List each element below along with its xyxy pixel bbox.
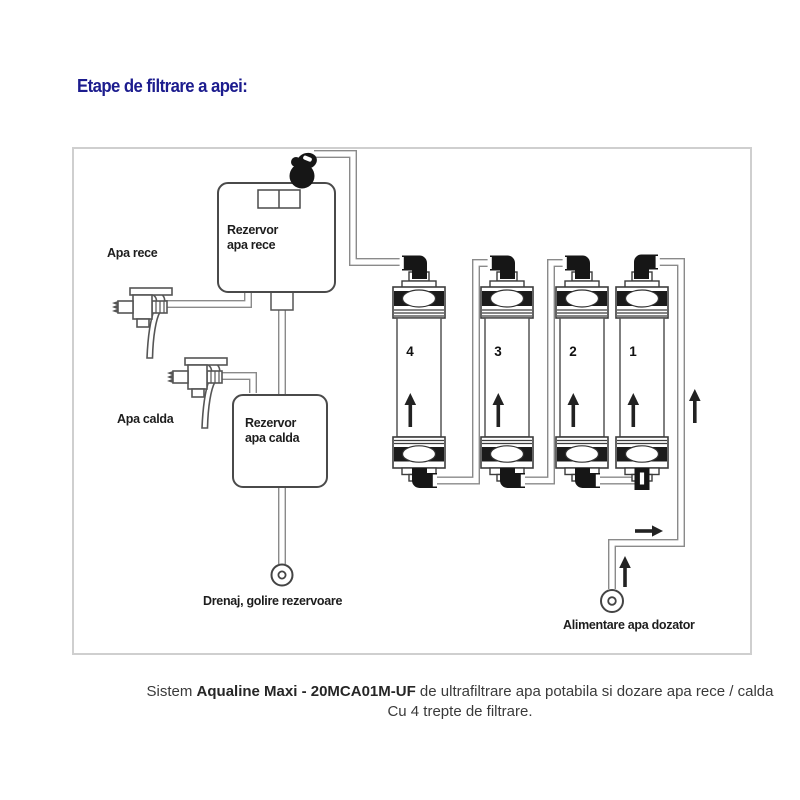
caption-prefix: Sistem	[146, 683, 197, 700]
filter-number-1: 1	[629, 344, 637, 359]
filter-column-4	[393, 272, 445, 481]
caption-line2: Cu 4 trepte de filtrare.	[387, 702, 533, 720]
drain-port	[272, 565, 293, 586]
filter-number-4: 4	[406, 344, 414, 359]
filter-column-2	[556, 272, 608, 481]
hot-faucet	[167, 358, 227, 428]
filter-column-1	[616, 272, 668, 481]
label-hot-water: Apa calda	[117, 412, 174, 426]
label-hot-tank: Rezervor apa calda	[245, 416, 300, 445]
caption-line1	[120, 682, 800, 702]
feed-port	[601, 590, 623, 612]
label-cold-water: Apa rece	[107, 246, 158, 260]
caption	[120, 682, 800, 721]
page-title: Etape de filtrare a apei:	[77, 76, 248, 96]
cold-faucet	[112, 288, 172, 358]
caption-suffix: de ultrafiltrare apa potabila si dozare apa rece / calda	[415, 683, 774, 700]
filter-number-3: 3	[494, 344, 502, 359]
label-cold-tank: Rezervor apa rece	[227, 223, 279, 252]
caption-model: Aqualine Maxi - 20MCA01M-UF	[196, 683, 416, 700]
filter-column-3	[481, 272, 533, 481]
label-drain: Drenaj, golire rezervoare	[203, 594, 343, 608]
filter-number-2: 2	[569, 344, 577, 359]
label-feed: Alimentare apa dozator	[563, 618, 695, 632]
